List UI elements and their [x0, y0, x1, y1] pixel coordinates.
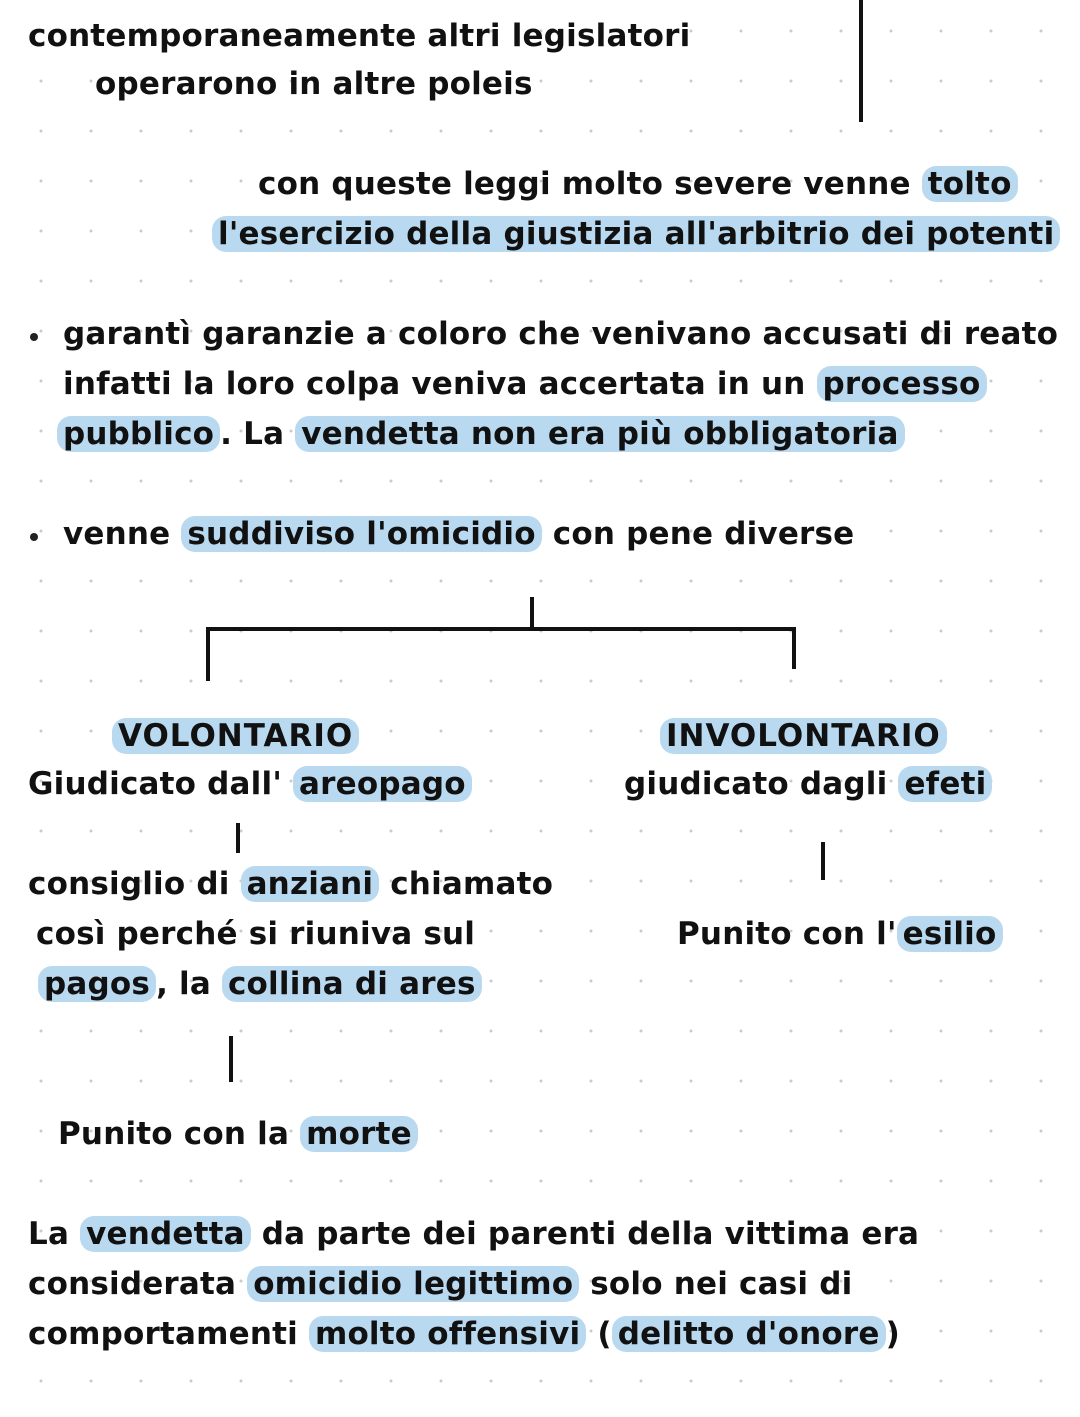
- highlight-suddiviso: suddiviso l'omicidio: [181, 516, 541, 552]
- bullet2-text-pre: venne: [63, 516, 182, 552]
- conclusion-text-2: da parte dei parenti della vittima era: [250, 1216, 920, 1252]
- highlight-delitto-onore: delitto d'onore: [612, 1316, 886, 1352]
- volontario-desc-2: così perché si riuniva sul: [36, 916, 476, 952]
- bullet1-line-2: [63, 364, 987, 404]
- conclusion-text-7: ): [885, 1316, 900, 1352]
- conclusion-text-5: comportamenti: [28, 1316, 309, 1352]
- volontario-connector-2: [229, 1036, 233, 1082]
- bullet-dot-1: [30, 333, 38, 341]
- highlight-pagos: pagos: [38, 966, 156, 1002]
- conclusion-line-2: [28, 1264, 852, 1304]
- highlight-giustizia: l'esercizio della giustizia all'arbitrio dei potenti: [212, 216, 1060, 252]
- conclusion-text-6: (: [586, 1316, 612, 1352]
- involontario-connector: [821, 842, 825, 880]
- highlight-collina: collina di ares: [222, 966, 482, 1002]
- volontario-judged: [28, 764, 472, 804]
- bullet1-line-1: garantì garanzie a coloro che venivano accusati di reato: [63, 316, 1059, 352]
- laws-line-1: [258, 164, 1018, 204]
- highlight-vendetta: vendetta: [80, 1216, 251, 1252]
- volontario-judged-text: Giudicato dall': [28, 766, 294, 802]
- volontario-title: [112, 716, 359, 756]
- involontario-title: [660, 716, 947, 756]
- laws-line-2: [212, 214, 1060, 254]
- volontario-desc-text-2: chiamato: [379, 866, 554, 902]
- conclusion-line-3: [28, 1314, 900, 1354]
- highlight-esilio: esilio: [897, 916, 1003, 952]
- bullet1-text: infatti la loro colpa veniva accertata in un: [63, 366, 817, 402]
- conclusion-text-4: solo nei casi di: [579, 1266, 853, 1302]
- involontario-punish: [677, 914, 1003, 954]
- connector-top: [859, 0, 863, 122]
- tree-right-branch: [792, 627, 796, 669]
- bullet2-text-post: con pene diverse: [541, 516, 855, 552]
- highlight-vendetta-obbligatoria: vendetta non era più obbligatoria: [295, 416, 904, 452]
- laws-text: con queste leggi molto severe venne: [258, 166, 922, 202]
- volontario-desc-text-3: , la: [156, 966, 222, 1002]
- conclusion-text-1: La: [28, 1216, 81, 1252]
- tree-stem: [530, 597, 534, 631]
- volontario-punish: [58, 1114, 418, 1154]
- conclusion-line-1: [28, 1214, 919, 1254]
- involontario-judged: [624, 764, 992, 804]
- bullet1-text-mid: . La: [220, 416, 296, 452]
- volontario-desc-text-1: consiglio di: [28, 866, 241, 902]
- highlight-omicidio-legittimo: omicidio legittimo: [247, 1266, 579, 1302]
- volontario-punish-text: Punito con la: [58, 1116, 301, 1152]
- intro-line-1: contemporaneamente altri legislatori: [28, 18, 691, 54]
- involontario-title-text: INVOLONTARIO: [660, 718, 947, 754]
- highlight-molto-offensivi: molto offensivi: [309, 1316, 586, 1352]
- highlight-morte: morte: [300, 1116, 418, 1152]
- bullet2-line: [63, 514, 854, 554]
- volontario-title-text: VOLONTARIO: [112, 718, 359, 754]
- involontario-punish-text: Punito con l': [677, 916, 897, 952]
- highlight-pubblico: pubblico: [57, 416, 220, 452]
- conclusion-text-3: considerata: [28, 1266, 248, 1302]
- intro-line-2: operarono in altre poleis: [95, 66, 533, 102]
- highlight-areopago: areopago: [293, 766, 472, 802]
- highlight-processo: processo: [817, 366, 987, 402]
- highlight-efeti: efeti: [898, 766, 992, 802]
- tree-left-branch: [206, 627, 210, 681]
- volontario-desc-3: [38, 964, 482, 1004]
- volontario-desc-1: [28, 864, 553, 904]
- volontario-connector-1: [236, 823, 240, 853]
- bullet-dot-2: [30, 533, 38, 541]
- tree-crossbar: [206, 627, 796, 631]
- highlight-anziani: anziani: [241, 866, 380, 902]
- involontario-judged-text: giudicato dagli: [624, 766, 899, 802]
- highlight-tolto: tolto: [922, 166, 1018, 202]
- bullet1-line-3: [57, 414, 905, 454]
